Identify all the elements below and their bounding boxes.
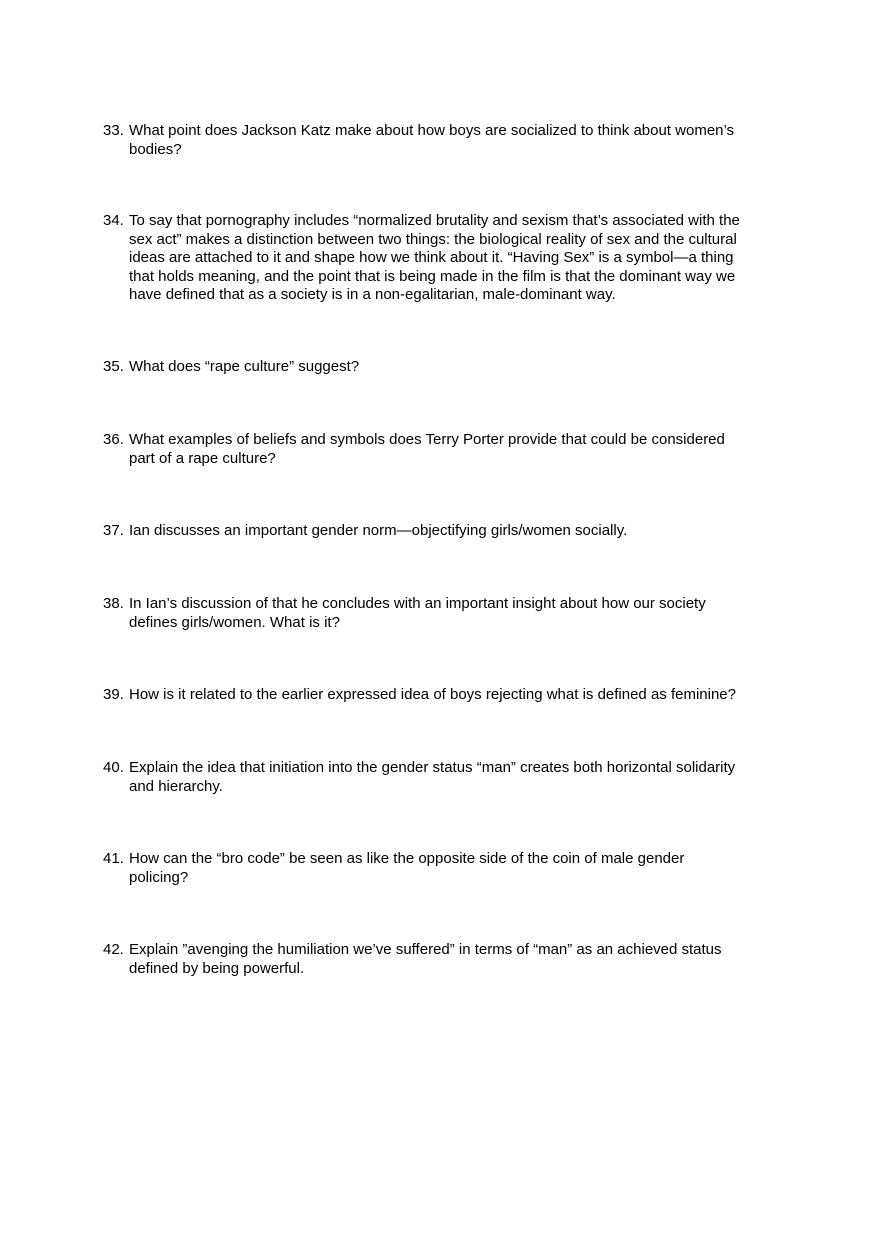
question-number: 40. [103, 759, 124, 776]
question-number: 42. [103, 941, 124, 958]
question-number: 35. [103, 358, 124, 375]
question-38 [103, 595, 783, 632]
question-number: 34. [103, 212, 124, 229]
question-41 [103, 850, 783, 887]
question-number: 39. [103, 686, 124, 703]
question-35 [103, 358, 783, 377]
question-text: In Ian’s discussion of that he concludes with an important insight about how our society defines girls/women. What is it? [129, 595, 706, 631]
question-number: 37. [103, 522, 124, 539]
question-40 [103, 759, 783, 796]
question-34 [103, 212, 783, 305]
question-text: What does “rape culture” suggest? [129, 358, 360, 375]
question-text: How is it related to the earlier expressed idea of boys rejecting what is defined as feminine? [129, 686, 736, 703]
question-39 [103, 686, 783, 705]
question-text: Ian discusses an important gender norm—objectifying girls/women socially. [129, 522, 628, 539]
question-text: How can the “bro code” be seen as like the opposite side of the coin of male gender policing? [129, 850, 685, 886]
question-text: What examples of beliefs and symbols does Terry Porter provide that could be considered part of a rape culture? [129, 431, 725, 467]
question-number: 36. [103, 431, 124, 448]
question-number: 33. [103, 122, 124, 139]
question-text: To say that pornography includes “normalized brutality and sexism that’s associated with the sex act” makes a distinction between two things: the biological reality of sex and the cultural ideas are attached to it and shape how we think about it. “Having Sex” is a symbol—a thing that holds meaning, and the point that is being made in the film is that the dominant way we have defined that as a society is in a non-egalitarian, male-dominant way. [129, 212, 740, 303]
question-36 [103, 431, 783, 468]
question-number: 41. [103, 850, 124, 867]
question-33 [103, 122, 783, 159]
question-number: 38. [103, 595, 124, 612]
question-text: Explain ”avenging the humiliation we’ve suffered” in terms of “man” as an achieved status defined by being powerful. [129, 941, 722, 977]
question-37 [103, 522, 783, 541]
question-text: Explain the idea that initiation into the gender status “man” creates both horizontal solidarity and hierarchy. [129, 759, 736, 795]
question-text: What point does Jackson Katz make about how boys are socialized to think about women’s bodies? [129, 122, 735, 158]
question-42 [103, 941, 783, 978]
